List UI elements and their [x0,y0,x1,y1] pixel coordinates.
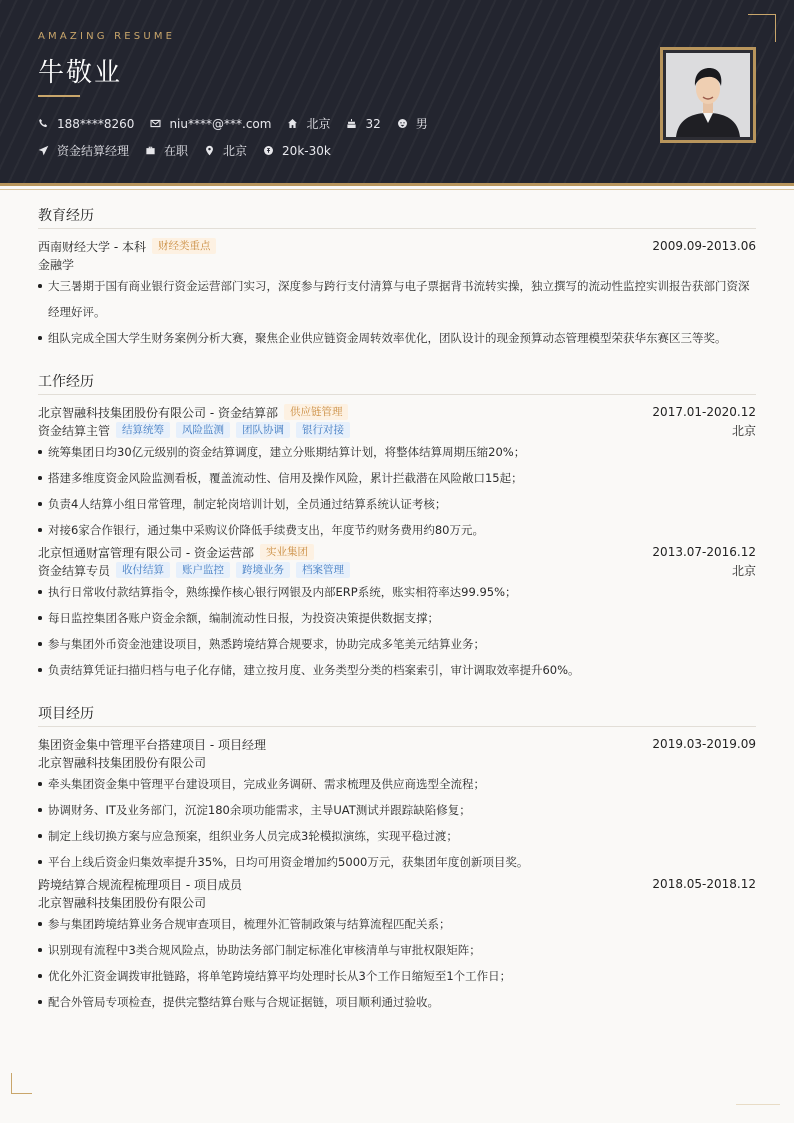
project-name: 跨境结算合规流程梳理项目 - 项目成员 [38,877,242,892]
phone-info [38,117,134,131]
work-entry-header [38,543,756,561]
work-date: 2017.01-2020.12 [652,405,756,419]
skill-tag: 风险监测 [176,422,230,438]
list-item: 参与集团外币资金池建设项目，熟悉跨境结算合规要求，协助完成多笔美元结算业务； [38,631,756,657]
school-name: 西南财经大学 - 本科 [38,239,146,254]
resume-tagline: AMAZING RESUME [38,31,176,42]
target-city-info [204,142,247,159]
corner-ornament-bottom-left [11,1073,32,1094]
work-date: 2013.07-2016.12 [652,545,756,559]
resume-content [38,205,756,1035]
list-item: 平台上线后资金归集效率提升35%，日均可用资金增加约5000万元，获集团年度创新项目奖。 [38,849,756,875]
age-text: 32 [365,116,381,131]
industry-tag: 供应链管理 [284,404,349,420]
contact-row [38,115,444,132]
list-item: 负责结算凭证扫描归档与电子化存储，建立按月度、业务类型分类的档案索引，审计调取效率提升60%。 [38,657,756,683]
project-entry-header [38,875,756,893]
header-banner [0,0,794,186]
target-job-info [38,142,129,159]
section-title-education: 教育经历 [38,205,756,229]
industry-tag: 实业集团 [260,544,314,560]
major-row [38,255,756,273]
role-title: 资金结算专员 [38,563,111,578]
target-job-text: 资金结算经理 [57,144,130,158]
project-org-row [38,893,756,911]
project-name: 集团资金集中管理平台搭建项目 - 项目经理 [38,737,266,752]
list-item: 牵头集团资金集中管理平台建设项目，完成业务调研、需求梳理及供应商选型全流程； [38,771,756,797]
company-name: 北京智融科技集团股份有限公司 - 资金结算部 [38,405,278,420]
candidate-name: 牛敬业 [38,58,123,88]
project-org: 北京智融科技集团股份有限公司 [38,755,207,770]
skill-tag: 跨境业务 [236,562,290,578]
gender-info [397,115,428,132]
project-date: 2018.05-2018.12 [652,877,756,891]
list-item: 组队完成全国大学生财务案例分析大赛，聚焦企业供应链资金周转效率优化，团队设计的现金预算动态管理模型荣获华东赛区三等奖。 [38,325,756,351]
work-location: 北京 [731,423,756,438]
education-entry-header [38,237,756,255]
mail-icon [150,118,161,129]
role-row [38,561,756,579]
list-item: 识别现有流程中3类合规风险点，协助法务部门制定标准化审核清单与审批权限矩阵； [38,937,756,963]
skill-tag: 档案管理 [296,562,350,578]
email-info [150,117,271,131]
project-entry [38,875,756,1015]
section-title-work: 工作经历 [38,371,756,395]
project-org: 北京智融科技集团股份有限公司 [38,895,207,910]
salary-info [263,144,331,158]
list-item: 优化外汇资金调拨审批链路，将单笔跨境结算平均处理时长从3个工作日缩短至1个工作日； [38,963,756,989]
intent-row [38,142,347,159]
briefcase-icon [145,145,156,156]
project-section [38,703,756,1015]
city-text: 北京 [306,117,331,131]
list-item: 负责4人结算小组日常管理，制定轮岗培训计划，全员通过结算系统认证考核； [38,491,756,517]
list-item: 对接6家合作银行，通过集中采购议价降低手续费支出，年度节约财务费用约80万元。 [38,517,756,543]
major-name: 金融学 [38,257,75,272]
phone-icon [38,118,49,129]
project-date: 2019.03-2019.09 [652,737,756,751]
salary-text: 20k-30k [282,143,331,158]
target-city-text: 北京 [223,144,248,158]
age-info [346,117,380,131]
project-bullets [38,911,756,1015]
section-title-projects: 项目经历 [38,703,756,727]
corner-ornament-bottom-right [736,1104,780,1105]
status-info [145,142,188,159]
project-bullets [38,771,756,875]
role-row [38,421,756,439]
gender-icon [397,118,408,129]
work-entry [38,403,756,543]
education-section [38,205,756,351]
company-name: 北京恒通财富管理有限公司 - 资金运营部 [38,545,254,560]
project-org-row [38,753,756,771]
skill-tag: 收付结算 [116,562,170,578]
cake-icon [346,118,357,129]
list-item: 每日监控集团各账户资金余额，编制流动性日报，为投资决策提供数据支撑； [38,605,756,631]
project-entry [38,735,756,875]
work-location: 北京 [731,563,756,578]
avatar-portrait-icon [666,53,750,137]
list-item: 协调财务、IT及业务部门，沉淀180余项功能需求，主导UAT测试并跟踪缺陷修复； [38,797,756,823]
work-section [38,371,756,683]
skill-tag: 银行对接 [296,422,350,438]
list-item: 执行日常收付款结算指令，熟练操作核心银行网银及内部ERP系统，账实相符率达99.95%； [38,579,756,605]
work-bullets [38,579,756,683]
city-info [287,115,330,132]
project-entry-header [38,735,756,753]
education-bullets [38,273,756,351]
send-icon [38,145,49,156]
skill-tag: 结算统筹 [116,422,170,438]
avatar [666,53,750,137]
work-bullets [38,439,756,543]
list-item: 制定上线切换方案与应急预案，组织业务人员完成3轮模拟演练，实现平稳过渡； [38,823,756,849]
corner-ornament-top-right [748,14,776,42]
list-item: 统筹集团日均30亿元级别的资金结算调度，建立分账期结算计划，将整体结算周期压缩20%； [38,439,756,465]
status-text: 在职 [164,144,189,158]
name-underline [38,95,80,97]
location-pin-icon [204,145,215,156]
list-item: 大三暑期于国有商业银行资金运营部门实习，深度参与跨行支付清算与电子票据背书流转实操，独立撰写的流动性监控实训报告获部门资深经理好评。 [38,273,756,325]
home-icon [287,118,298,129]
work-entry [38,543,756,683]
phone-text: 188****8260 [57,116,135,131]
coin-icon [263,145,274,156]
email-text: niu****@***.com [169,116,272,131]
skill-tag: 账户监控 [176,562,230,578]
school-tag: 财经类重点 [152,238,217,254]
gender-text: 男 [415,117,428,131]
list-item: 参与集团跨境结算业务合规审查项目，梳理外汇管制政策与结算流程匹配关系； [38,911,756,937]
education-date: 2009.09-2013.06 [652,239,756,253]
skill-tag: 团队协调 [236,422,290,438]
role-title: 资金结算主管 [38,423,111,438]
list-item: 搭建多维度资金风险监测看板，覆盖流动性、信用及操作风险，累计拦截潜在风险敞口15起； [38,465,756,491]
list-item: 配合外管局专项检查，提供完整结算台账与合规证据链，项目顺利通过验收。 [38,989,756,1015]
avatar-frame [660,47,756,143]
work-entry-header [38,403,756,421]
